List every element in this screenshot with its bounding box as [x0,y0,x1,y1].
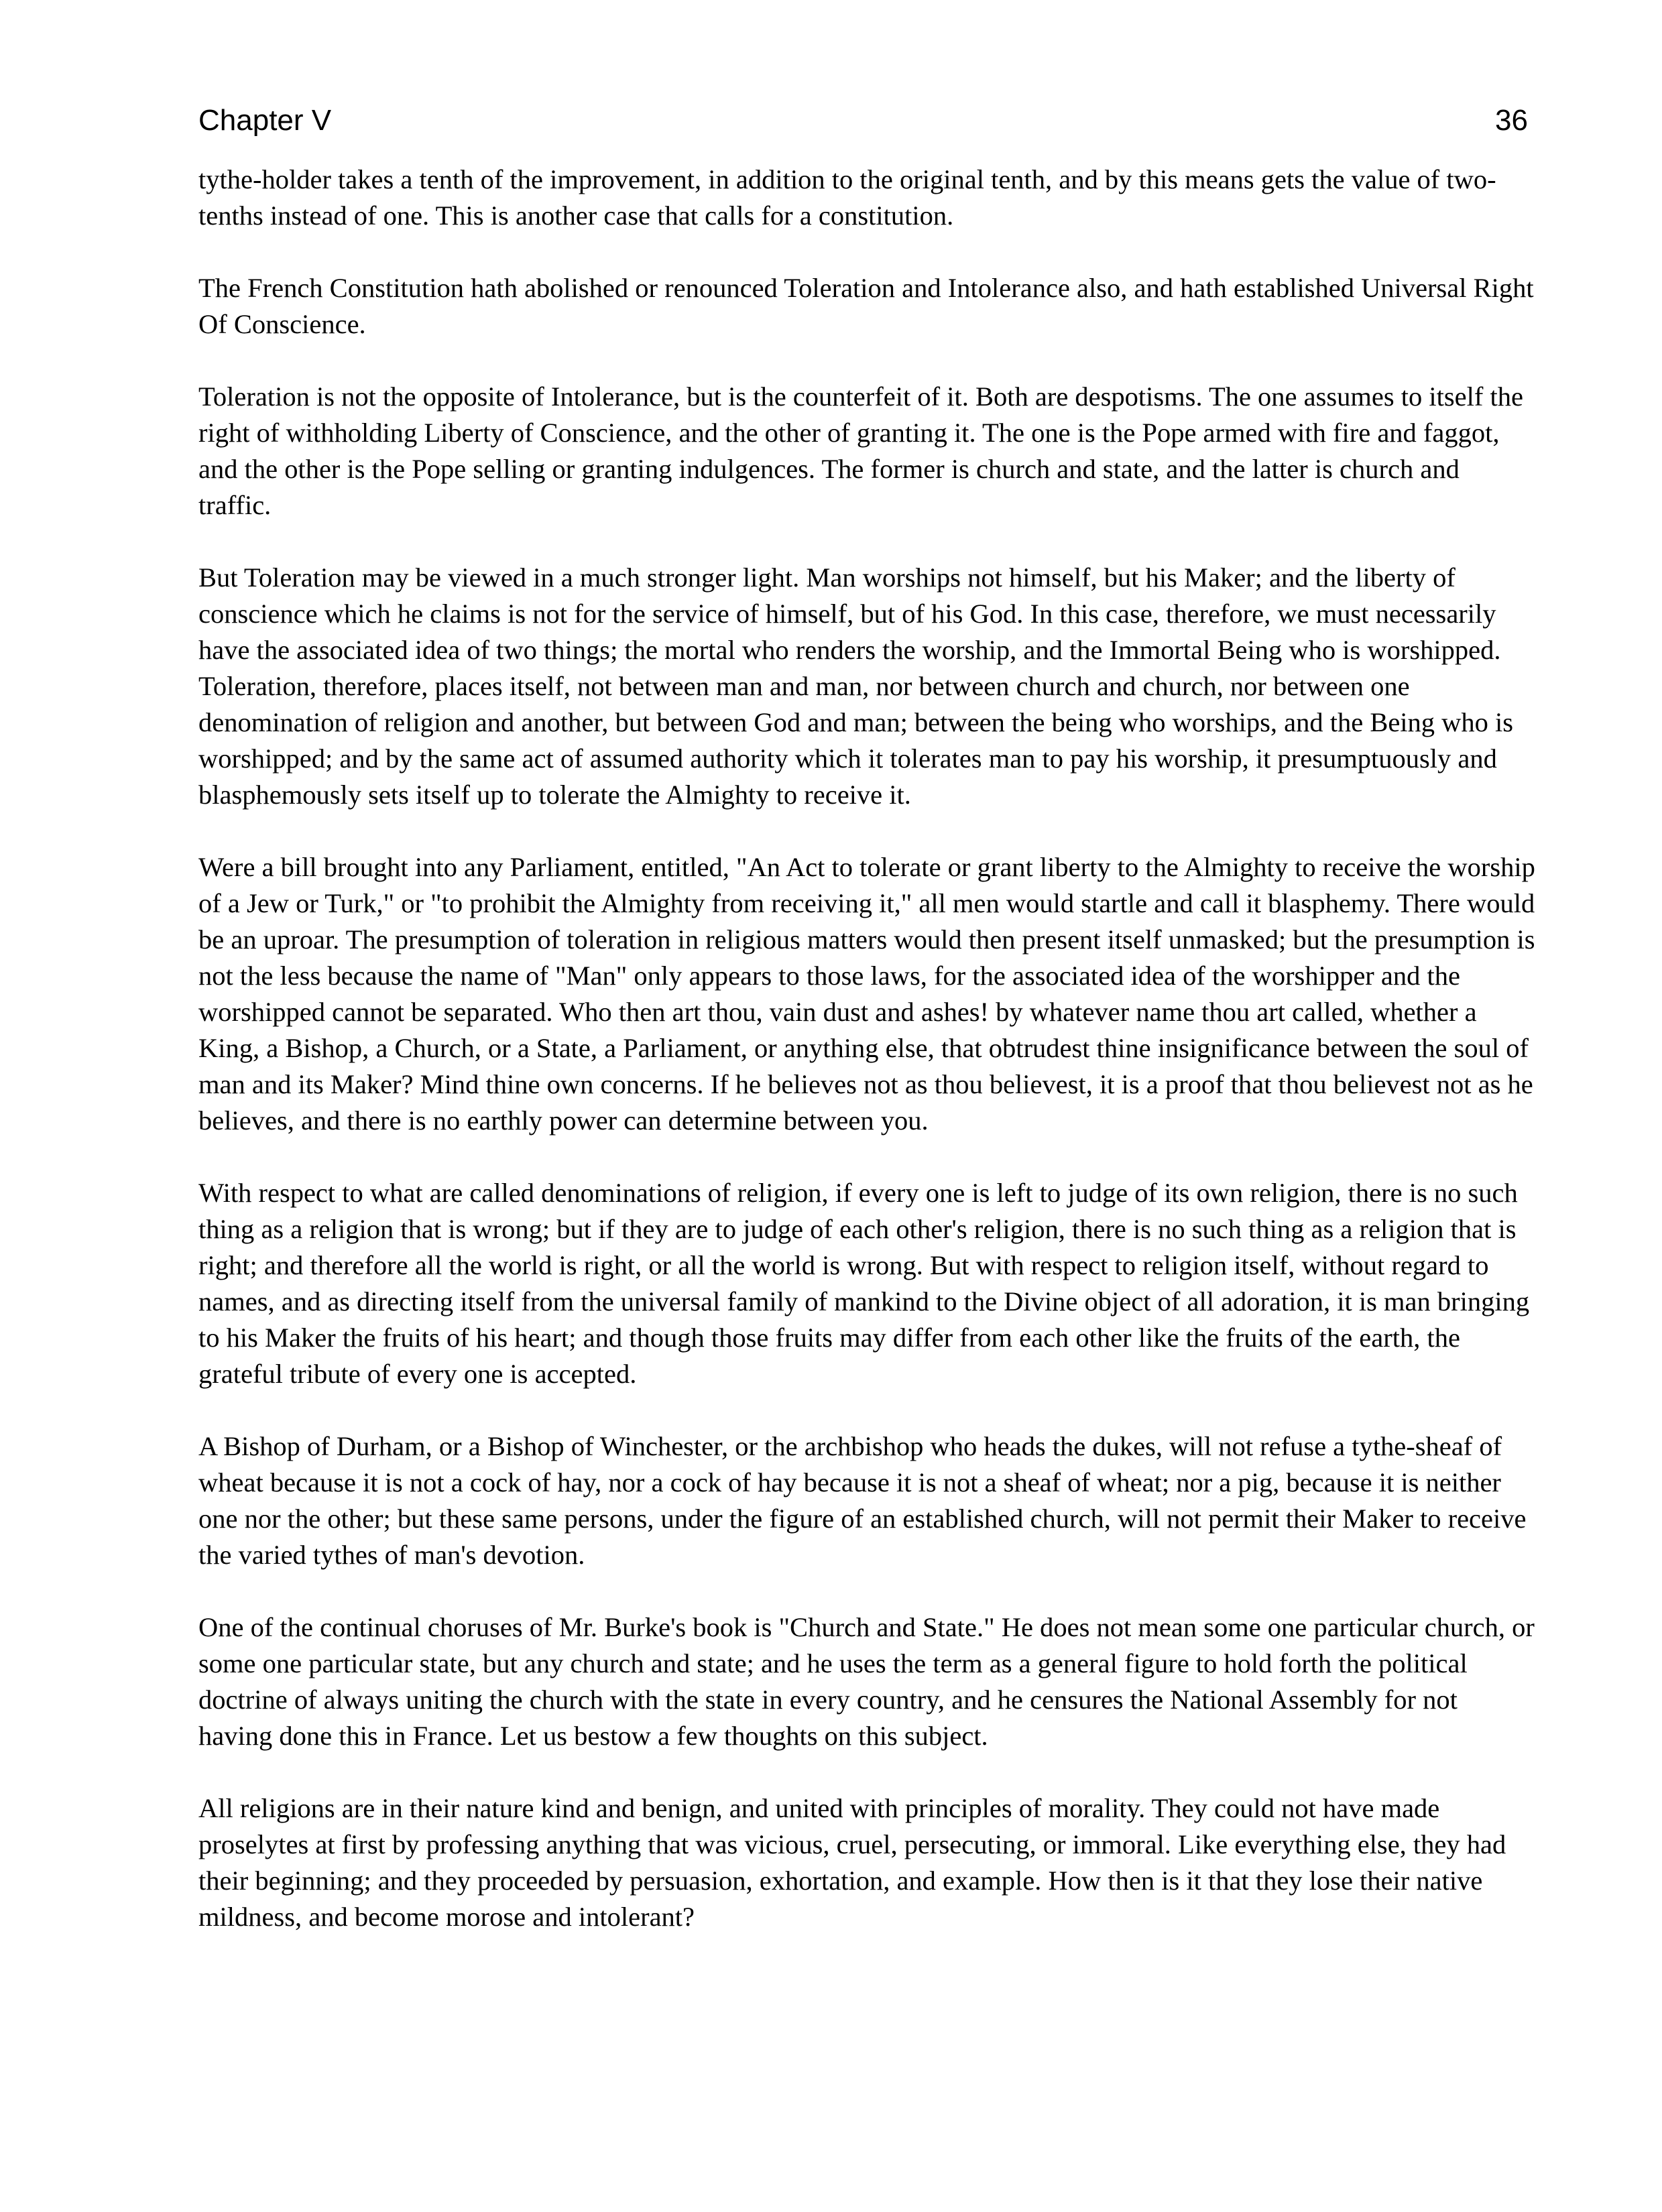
body-text [198,162,1536,1935]
paragraph: One of the continual choruses of Mr. Burke's book is "Church and State." He does not mean some one particular church, or some one particular state, but any church and state; and he uses the term as a general figure to hold forth the political doctrine of always uniting the church with the state in every country, and he censures the National Assembly for not having done this in France. Let us bestow a few thoughts on this subject. [198,1612,1535,1751]
chapter-title: Chapter V [198,104,332,137]
paragraph: With respect to what are called denominations of religion, if every one is left to judge of its own religion, there is no such thing as a religion that is wrong; but if they are to judge of each other's religion, there is no such thing as a religion that is right; and therefore all the world is right, or all the world is wrong. But with respect to religion itself, without regard to names, and as directing itself from the universal family of mankind to the Divine object of all adoration, it is man bringing to his Maker the fruits of his heart; and though those fruits may differ from each other like the fruits of the earth, the grateful tribute of every one is accepted. [198,1178,1530,1389]
paragraph: Toleration is not the opposite of Intolerance, but is the counterfeit of it. Both are despotisms. The one assumes to itself the right of withholding Liberty of Conscience, and the other of granting it. The one is the Pope armed with fire and faggot, and the other is the Pope selling or granting indulgences. The former is church and state, and the latter is church and traffic. [198,381,1523,520]
paragraph: The French Constitution hath abolished or renounced Toleration and Intolerance also, and hath established Universal Right Of Conscience. [198,273,1534,339]
paragraph: A Bishop of Durham, or a Bishop of Winchester, or the archbishop who heads the dukes, will not refuse a tythe-sheaf of wheat because it is not a cock of hay, nor a cock of hay because it is not a sheaf of wheat; nor a pig, because it is neither one nor the other; but these same persons, under the figure of an established church, will not permit their Maker to receive the varied tythes of man's devotion. [198,1431,1527,1570]
running-header [198,101,1528,141]
paragraph: tythe-holder takes a tenth of the improvement, in addition to the original tenth, and by this means gets the value of two-tenths instead of one. This is another case that calls for a constitution. [198,164,1496,231]
page-number: 36 [1495,104,1528,137]
paragraph: But Toleration may be viewed in a much stronger light. Man worships not himself, but his Maker; and the liberty of conscience which he claims is not for the service of himself, but of his God. In this case, therefore, we must necessarily have the associated idea of two things; the mortal who renders the worship, and the Immortal Being who is worshipped. Toleration, therefore, places itself, not between man and man, nor between church and church, nor between one denomination of religion and another, but between God and man; between the being who worships, and the Being who is worshipped; and by the same act of assumed authority which it tolerates man to pay his worship, it presumptuously and blasphemously sets itself up to tolerate the Almighty to receive it. [198,562,1514,810]
paragraph: Were a bill brought into any Parliament, entitled, "An Act to tolerate or grant liberty to the Almighty to receive the worship of a Jew or Turk," or "to prohibit the Almighty from receiving it," all men would startle and call it blasphemy. There would be an uproar. The presumption of toleration in religious matters would then present itself unmasked; but the presumption is not the less because the name of "Man" only appears to those laws, for the associated idea of the worshipper and the worshipped cannot be separated. Who then art thou, vain dust and ashes! by whatever name thou art called, whether a King, a Bishop, a Church, or a State, a Parliament, or anything else, that obtrudest thine insignificance between the soul of man and its Maker? Mind thine own concerns. If he believes not as thou believest, it is a proof that thou believest not as he believes, and there is no earthly power can determine between you. [198,852,1535,1135]
paragraph: All religions are in their nature kind and benign, and united with principles of morality. They could not have made proselytes at first by professing anything that was vicious, cruel, persecuting, or immoral. Like everything else, they had their beginning; and they proceeded by persuasion, exhortation, and example. How then is it that they lose their native mildness, and become morose and intolerant? [198,1793,1506,1932]
